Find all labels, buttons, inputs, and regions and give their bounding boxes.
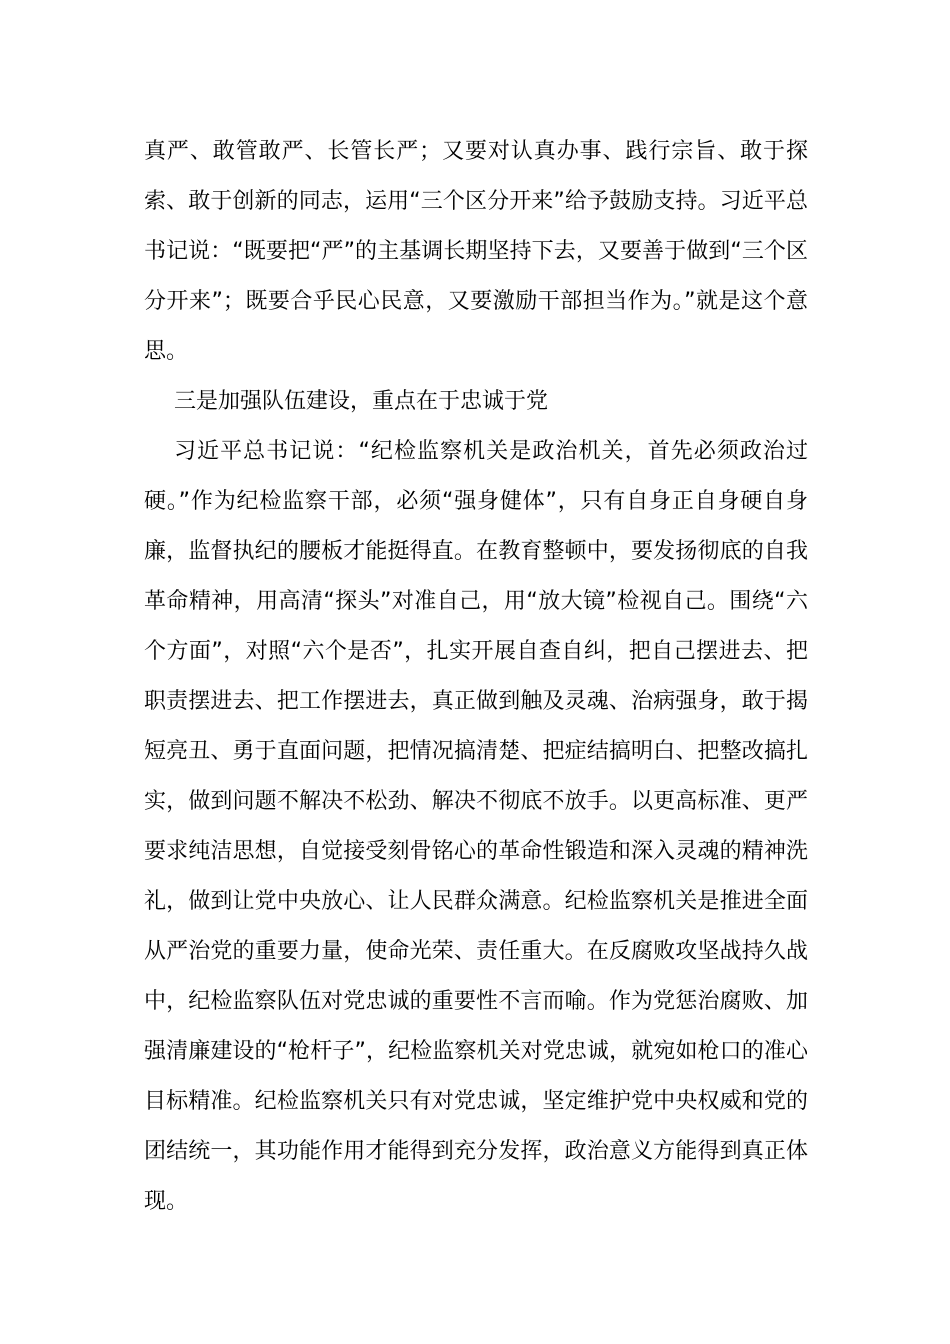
paragraph-body: 习近平总书记说：“纪检监察机关是政治机关，首先必须政治过硬。”作为纪检监察干部，必须“强身健体”，只有自身正自身硬自身廉，监督执纪的腰板才能挺得直。在教育整顿中，要发扬彻底的自我革命精神，用高清“探头”对准自己，用“放大镜”检视自己。围绕“六个方面”，对照“六个是否”，扎实开展自查自纠，把自己摆进去、把职责摆进去、把工作摆进去，真正做到触及灵魂、治病强身，敢于揭短亮丑、勇于直面问题，把情况搞清楚、把症结搞明白、把整改搞扎实，做到问题不解决不松劲、解决不彻底不放手。以更高标准、更严要求纯洁思想，自觉接受刻骨铭心的革命性锻造和深入灵魂的精神洗礼，做到让党中央放心、让人民群众满意。纪检监察机关是推进全面从严治党的重要力量，使命光荣、责任重大。在反腐败攻坚战持久战中，纪检监察队伍对党忠诚的重要性不言而喻。作为党惩治腐败、加强清廉建设的“枪杆子”，纪检监察机关对党忠诚，就宛如枪口的准心目标精准。纪检监察机关只有对党忠诚，坚定维护党中央权威和党的团结统一，其功能作用才能得到充分发挥，政治意义方能得到真正体现。 xyxy=(144,439,808,1214)
document-body xyxy=(144,127,808,1227)
paragraph-continuation: 真严、敢管敢严、长管长严；又要对认真办事、践行宗旨、敢于探索、敢于创新的同志，运用“三个区分开来”给予鼓励支持。习近平总书记说：“既要把“严”的主基调长期坚持下去，又要善于做到“三个区分开来”；既要合乎民心民意，又要激励干部担当作为。”就是这个意思。 xyxy=(144,139,808,364)
section-heading: 三是加强队伍建设，重点在于忠诚于党 xyxy=(174,389,549,414)
